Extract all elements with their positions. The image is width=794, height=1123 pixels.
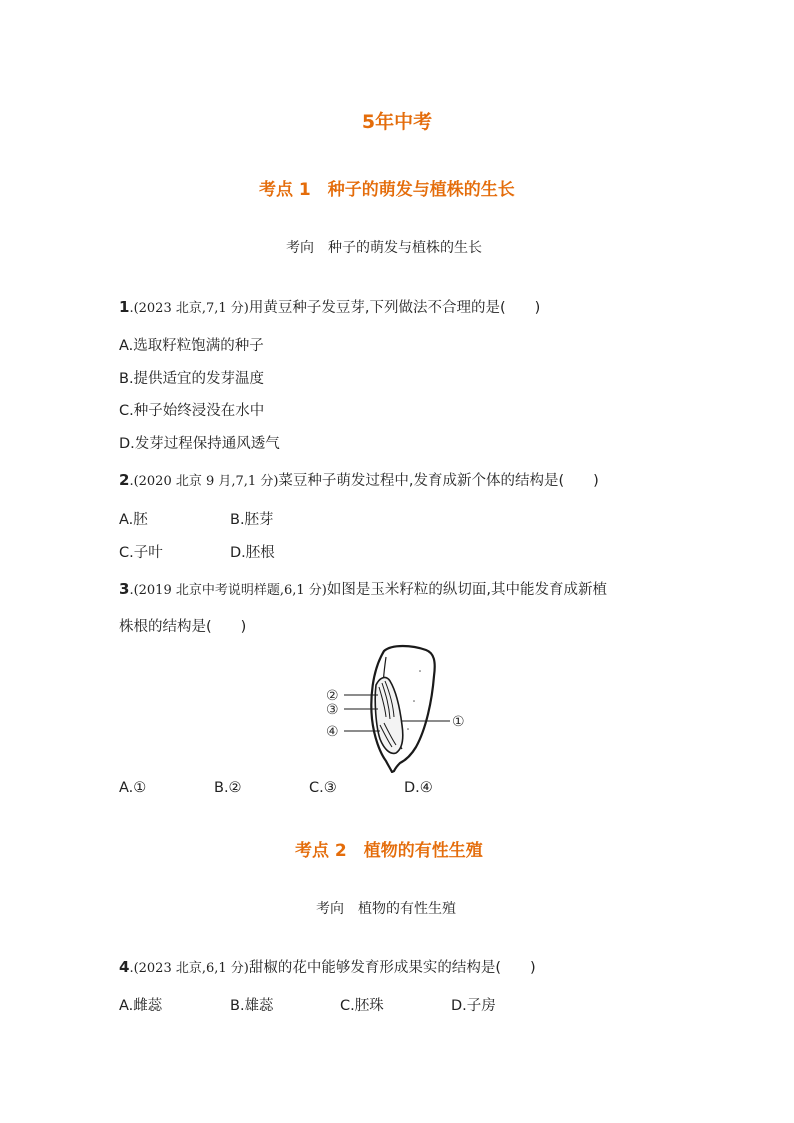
question-source: .(2019 北京中考说明样题,6,1 分) [129,583,327,598]
q1-option-d: D.发芽过程保持通风透气 [119,436,280,452]
section1-direction: 考向 种子的萌发与植株的生长 [286,240,482,256]
q1-option-b: B.提供适宜的发芽温度 [119,371,265,387]
page-title: 5年中考 [361,111,433,133]
q1-option-c: C.种子始终浸没在水中 [119,403,265,419]
question-stem: 甜椒的花中能够发育形成果实的结构是( ) [248,960,536,976]
q4-option-d: D.子房 [451,998,496,1014]
figure-label: ④ [326,724,339,740]
figure-label: ② [326,688,339,704]
question-number: 2 [119,471,130,489]
question-source: .(2023 北京,7,1 分) [129,301,249,316]
figure-label: ① [452,714,465,730]
question-number: 4 [119,958,130,976]
figure-label: ③ [326,702,339,718]
q4-option-b: B.雄蕊 [230,998,274,1014]
texture-dot [413,700,415,702]
q3-option-a: A.① [119,780,147,796]
q1-option-a: A.选取籽粒饱满的种子 [119,338,264,354]
q3-option-c: C.③ [309,780,337,796]
question-4 [119,957,536,979]
section2-direction: 考向 植物的有性生殖 [316,901,456,917]
question-source: .(2020 北京 9 月,7,1 分) [129,474,279,489]
question-number: 3 [119,580,130,598]
question-number: 1 [119,298,130,316]
section1-heading: 考点 1 种子的萌发与植株的生长 [259,180,515,200]
question-stem: 如图是玉米籽粒的纵切面,其中能发育成新植 [326,582,607,598]
q2-option-d: D.胚根 [230,545,275,561]
q3-option-d: D.④ [404,780,433,796]
q2-option-a: A.胚 [119,512,148,528]
question-3 [119,579,607,601]
question-source: .(2023 北京,6,1 分) [129,961,249,976]
question-2 [119,470,599,492]
q2-option-b: B.胚芽 [230,512,274,528]
question-3-stem-line2: 株根的结构是( ) [119,619,247,635]
question-stem: 菜豆种子萌发过程中,发育成新个体的结构是( ) [278,473,599,489]
q2-option-c: C.子叶 [119,545,163,561]
q3-option-b: B.② [214,780,242,796]
texture-dot [407,728,409,730]
question-stem: 用黄豆种子发豆芽,下列做法不合理的是( ) [248,300,541,316]
question-1 [119,297,540,319]
q4-option-a: A.雌蕊 [119,998,163,1014]
texture-dot [419,670,421,672]
corn-kernel-figure [322,641,472,773]
q4-option-c: C.胚珠 [340,998,384,1014]
section2-heading: 考点 2 植物的有性生殖 [295,841,483,861]
